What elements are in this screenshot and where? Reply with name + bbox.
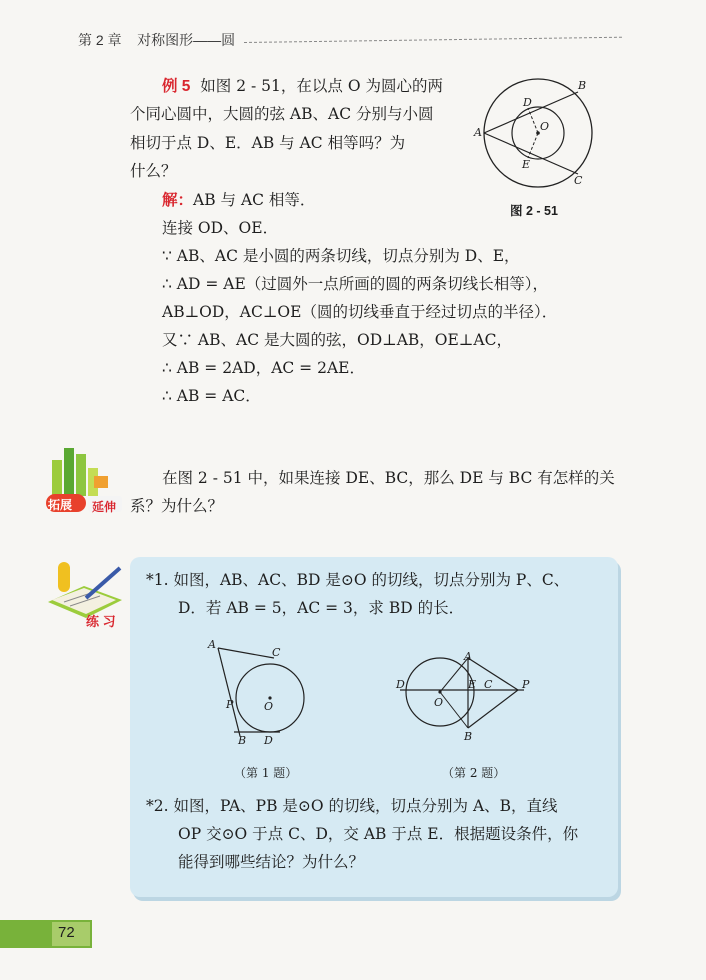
label-B: B [578,79,587,92]
solution-line-7: ∴ AB = 2AD，AC = 2AE． [162,359,365,377]
solution-line-4: ∴ AD = AE（过圆外一点所画的圆的两条切线长相等）， [162,275,549,293]
practice-q2-line-3: 能得到哪些结论？为什么？ [178,853,365,871]
q2-label-E: E [468,678,477,691]
practice-figure-1-caption: （第 1 题） [234,766,298,780]
chapter-label: 第 2 章 [78,32,122,48]
header-dashed-rule [244,37,622,43]
label-C: C [574,174,583,187]
q1-label-A: A [208,638,216,651]
label-A: A [474,126,482,139]
figure-caption: 图 2 - 51 [510,204,558,218]
solution-line-6: 又∵ AB、AC 是大圆的弦，OD⊥AB，OE⊥AC， [162,331,512,349]
practice-figure-2 [392,648,536,744]
page-number: 72 [58,924,75,941]
solution-line-3: ∵ AB、AC 是小圆的两条切线，切点分别为 D、E， [162,247,520,265]
label-O: O [540,120,550,133]
practice-figure-1 [200,636,312,748]
q1-label-D: D [264,734,273,747]
label-D: D [523,96,532,109]
chapter-header [78,30,235,50]
solution-label: 解： [162,192,194,209]
solution-line-2: 连接 OD、OE． [162,219,279,237]
example-line-1: 例 5 如图 2 - 51，在以点 O 为圆心的两 [162,77,443,95]
example-line-2: 个同心圆中，大圆的弦 AB、AC 分别与小圆 [130,105,434,123]
q1-label-O: O [264,700,274,713]
practice-q1-line-2: D．若 AB = 5，AC = 3，求 BD 的长． [178,599,465,617]
label-E: E [522,158,531,171]
q2-label-O: O [434,696,444,709]
extension-line-2: 系？为什么？ [130,497,224,515]
figure-2-51 [470,72,610,200]
example-line-3: 相切于点 D、E．AB 与 AC 相等吗？为 [130,134,406,152]
practice-figure-2-caption: （第 2 题） [442,766,506,780]
q1-label-C: C [272,646,281,659]
extension-badge-top: 拓展 [48,498,73,512]
practice-q2-line-1: *2. 如图，PA、PB 是⊙O 的切线，切点分别为 A、B，直线 [146,797,558,815]
extension-line-1: 在图 2 - 51 中，如果连接 DE、BC，那么 DE 与 BC 有怎样的关 [162,469,615,487]
q2-label-C: C [484,678,493,691]
chapter-title: 对称图形——圆 [137,32,236,48]
q2-label-P: P [522,678,530,691]
solution-line-1: 解：AB 与 AC 相等． [162,191,316,209]
q1-label-P: P [226,698,234,711]
practice-q1-line-1: *1. 如图，AB、AC、BD 是⊙O 的切线，切点分别为 P、C、 [146,571,570,589]
q2-label-B: B [464,730,473,743]
q2-label-A: A [464,650,472,663]
practice-q2-line-2: OP 交⊙O 于点 C、D，交 AB 于点 E．根据题设条件，你 [178,825,579,843]
example-label: 例 5 [162,78,191,95]
q2-label-D: D [396,678,405,691]
practice-badge: 练 习 [86,614,116,629]
extension-badge-bottom: 延伸 [92,500,117,514]
q1-label-B: B [238,734,247,747]
solution-line-8: ∴ AB = AC． [162,387,261,405]
example-line-4: 什么？ [130,162,177,180]
solution-line-5: AB⊥OD，AC⊥OE（圆的切线垂直于经过切点的半径）． [162,303,558,321]
